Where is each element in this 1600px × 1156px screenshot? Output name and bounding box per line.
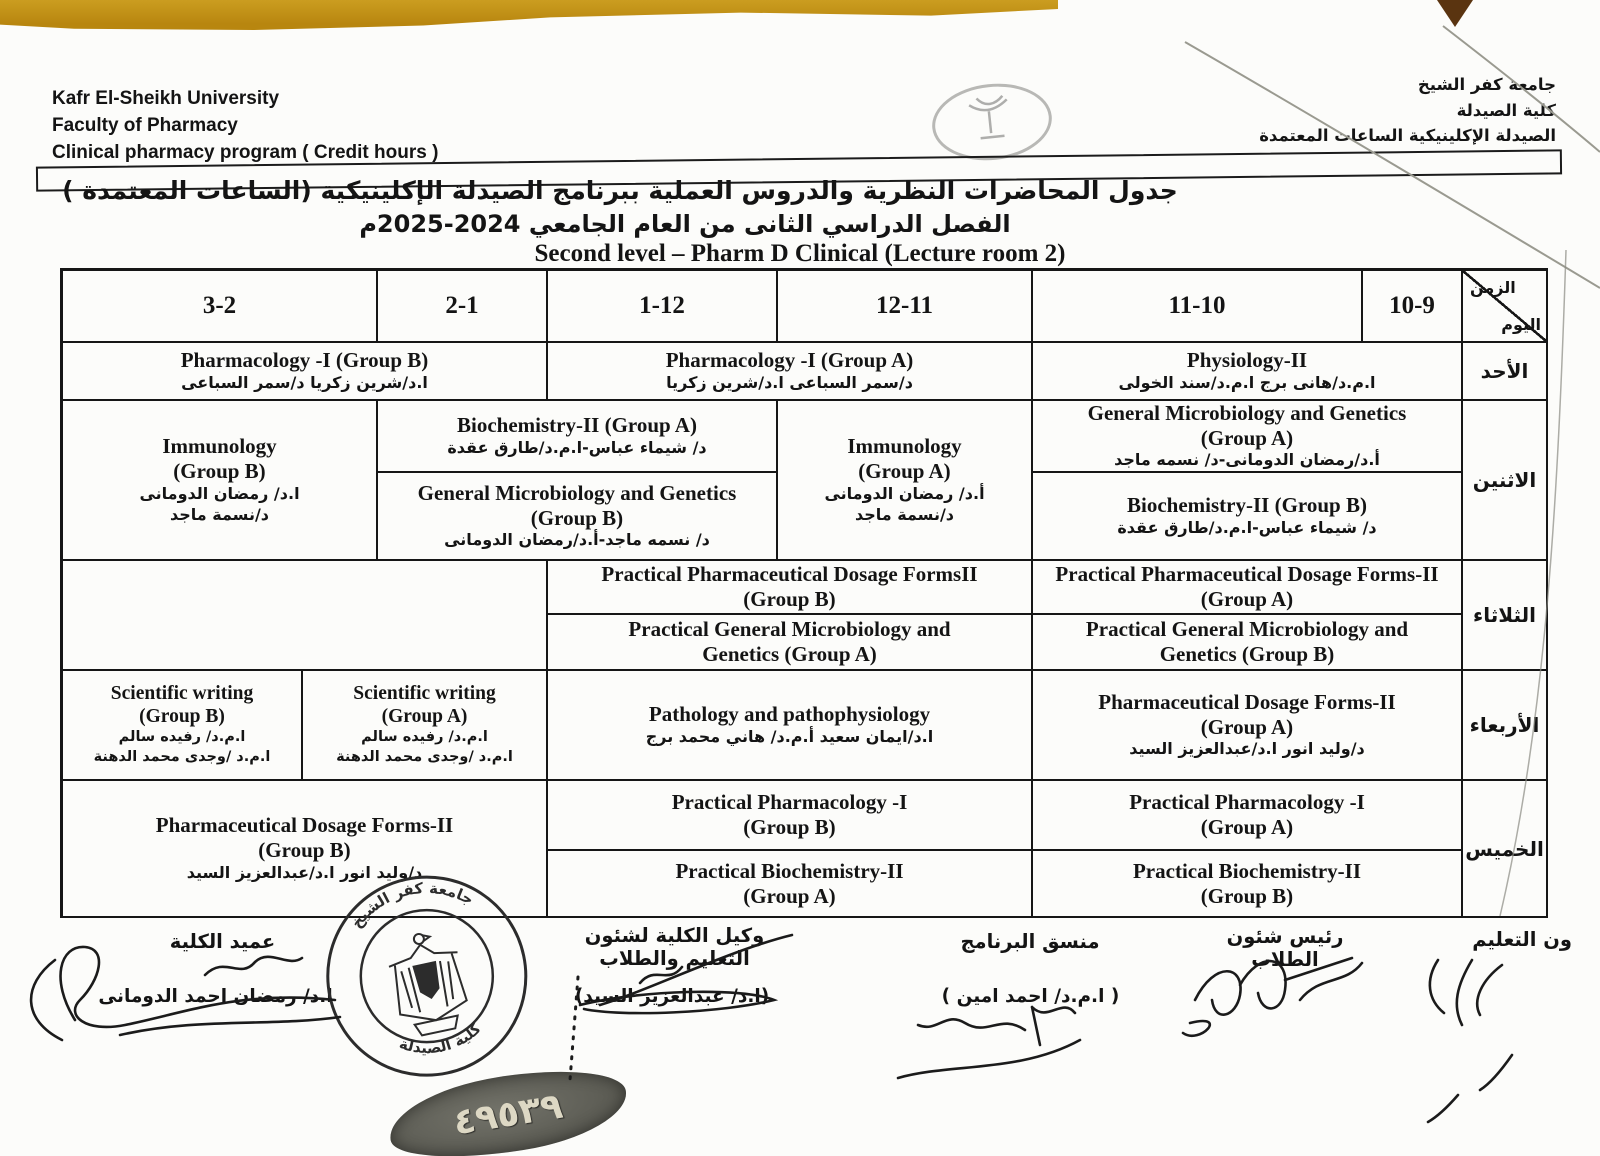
timeslot-label: 11-10 — [1168, 292, 1226, 319]
course-staff: د/ شيماء عباس-ا.م.د/طارق عقدة — [447, 437, 707, 457]
cell-mon-biochemistry-group-a — [378, 401, 778, 473]
cell-thu-pharmacology-practical-group-b — [548, 781, 1033, 851]
course-staff: ا.م.د/ رفيده سالم — [361, 729, 488, 746]
cell-thu-biochemistry-practical-group-b — [1033, 851, 1463, 918]
cell-wed-scientific-writing-group-b — [63, 671, 303, 781]
course-title: Pathology and pathophysiology — [648, 702, 931, 727]
cell-mon-biochemistry-group-b — [1033, 473, 1463, 561]
course-title: Biochemistry-II (Group A) — [457, 413, 697, 438]
course-group: (Group B) — [1200, 883, 1294, 908]
course-staff: ا.م.د /وجدى محمد الدهنة — [336, 749, 513, 765]
course-staff: د/سمر السباعى ا.د/شرين زكريا — [666, 372, 913, 392]
cell-thu-biochemistry-practical-group-a — [548, 851, 1033, 918]
student-affairs-label: رئيس شئون الطلاب — [1226, 925, 1344, 971]
course-title: General Microbiology and Genetics — [1087, 400, 1407, 425]
cell-sun-physiology — [1033, 343, 1463, 401]
day-label: الثلاثاء — [1473, 603, 1536, 627]
course-title: Practical Pharmacology -I — [671, 790, 908, 815]
cell-sun-pharmacology-group-a — [548, 343, 1033, 401]
cell-mon-microbiology-group-a — [1033, 401, 1463, 473]
course-staff: د/ شيماء عباس-ا.م.د/طارق عقدة — [1117, 517, 1377, 537]
day-label: الاثنين — [1472, 468, 1537, 492]
timetable-grid — [60, 268, 1548, 918]
timeslot-label: 12-11 — [876, 292, 933, 319]
course-group: Genetics (Group A) — [702, 642, 877, 666]
hygieia-cup-icon — [932, 82, 1046, 157]
course-title: General Microbiology and Genetics — [417, 480, 737, 505]
cell-mon-microbiology-group-b — [378, 473, 778, 561]
course-title: Scientific writing — [353, 683, 496, 705]
cell-tue-dosage-practical-group-a — [1033, 561, 1463, 615]
course-title: Practical Biochemistry-II — [675, 858, 904, 883]
course-title: Practical Pharmaceutical Dosage Forms-II — [1055, 562, 1439, 587]
course-staff: ا.م.د /وجدى محمد الدهنة — [93, 749, 271, 765]
day-cell-tuesday — [1463, 561, 1548, 671]
timeslot-header-1-12 — [548, 271, 778, 343]
course-group: (Group B) — [139, 706, 225, 728]
cell-tue-empty — [63, 561, 548, 671]
day-cell-monday — [1463, 401, 1548, 561]
dean-name: ا.د/ رمضان احمد الدومانى — [98, 986, 333, 1007]
cell-thu-pharmacology-practical-group-a — [1033, 781, 1463, 851]
faculty-name-en: Faculty of Pharmacy — [52, 114, 238, 136]
eagle-emblem-icon — [384, 927, 473, 1039]
course-staff: د/وليد انور ا.د/عبدالعزيز السيد — [186, 862, 423, 882]
cell-sun-pharmacology-group-b — [63, 343, 548, 401]
course-staff: ا.د/ايمان سعيد أ.م.د/ هاني محمد برج — [645, 726, 934, 746]
university-name-en: Kafr El-Sheikh University — [52, 88, 280, 109]
document-title-english: Second level – Pharm D Clinical (Lecture room 2) — [534, 240, 1066, 267]
course-group: (Group B) — [258, 838, 351, 863]
course-group: (Group A) — [1200, 815, 1294, 839]
education-signature — [1428, 960, 1512, 1122]
timeslot-label: 3-2 — [202, 292, 237, 319]
timeslot-label: 2-1 — [445, 292, 479, 319]
course-title: Practical Biochemistry-II — [1132, 858, 1362, 883]
course-group: (Group A) — [858, 459, 951, 484]
pharmacy-logo-icon — [928, 78, 1055, 166]
course-title: Pharmacology -I (Group A) — [665, 348, 914, 373]
day-label: الخميس — [1465, 836, 1544, 861]
cell-wed-pathology — [548, 671, 1033, 781]
day-cell-sunday — [1463, 343, 1548, 401]
course-staff: د/نسمة ماجد — [854, 504, 955, 524]
course-title: Practical General Microbiology and — [1085, 617, 1409, 642]
vice-dean-label: وكيل الكلية لشئون التعليم والطلاب — [584, 924, 765, 970]
course-staff: د/ نسمه ماجد-أ.د/رمضان الدومانى — [444, 530, 710, 550]
course-group: (Group A) — [743, 883, 836, 908]
cell-tue-dosage-practical-group-b — [548, 561, 1033, 615]
document-title-arabic: جدول المحاضرات النظرية والدروس العملية ببرنامج الصيدلة الإكلينيكية (الساعات المعتمدة ) — [62, 176, 1178, 205]
timeslot-label: 10-9 — [1389, 292, 1435, 319]
stamp-university-text: جامعة كفر الشيخ — [347, 879, 477, 932]
cell-mon-immunology-group-a — [778, 401, 1033, 561]
cell-tue-micro-practical-group-b — [1033, 615, 1463, 671]
course-group: (Group B) — [743, 587, 836, 611]
course-title: Practical Pharmacology -I — [1129, 790, 1365, 815]
program-name-ar: الصيدلة الإكلينيكية الساعات المعتمدة — [1259, 126, 1556, 146]
course-group: Genetics (Group B) — [1159, 642, 1335, 666]
course-title: Scientific writing — [110, 683, 254, 705]
course-title: Practical Pharmaceutical Dosage FormsII — [601, 562, 978, 587]
day-cell-thursday — [1463, 781, 1548, 918]
course-staff: د/نسمة ماجد — [169, 504, 270, 524]
program-name-en: Clinical pharmacy program ( Credit hours ) — [52, 141, 439, 163]
education-label: ون التعليم — [1472, 928, 1572, 951]
course-title: Practical General Microbiology and — [628, 617, 951, 642]
course-staff: ا.د/شرين زكريا د/سمر السباعى — [181, 372, 428, 392]
scan-artifact-yellow-band — [0, 0, 1058, 30]
course-staff: د/وليد انور ا.د/عبدالعزيز السيد — [1129, 739, 1365, 759]
timeslot-header-2-1 — [378, 271, 548, 343]
coordinator-name: ( ا.م.د/ احمد امين ) — [941, 986, 1120, 1007]
svg-text:كلية الصيدلة — [394, 1017, 488, 1064]
corner-time-label: الزمن — [1470, 278, 1516, 297]
course-title: Physiology-II — [1186, 348, 1308, 373]
timeslot-header-10-9 — [1363, 271, 1463, 343]
course-title: Pharmacology -I (Group B) — [180, 348, 429, 373]
cell-wed-dosage-group-a — [1033, 671, 1463, 781]
timeslot-header-11-10 — [1033, 271, 1363, 343]
coordinator-label: منسق البرنامج — [960, 930, 1100, 953]
corner-header-cell — [1463, 271, 1548, 343]
course-group: (Group B) — [743, 815, 836, 839]
course-group: (Group A) — [1200, 425, 1294, 450]
course-group: (Group B) — [530, 505, 624, 530]
course-staff: أ.د/رمضان الدومانى-د/ نسمه ماجد — [1114, 450, 1380, 470]
cell-wed-scientific-writing-group-a — [303, 671, 548, 781]
header-right-block — [1136, 72, 1556, 149]
course-staff: ا.د/ رمضان الدومانى — [139, 483, 300, 503]
stamp-faculty-text: كلية الصيدلة — [397, 1019, 485, 1058]
dean-label: عميد الكلية — [169, 930, 276, 953]
vice-dean-name: (ا.د/ عبدالعزيز السيد) — [574, 986, 770, 1007]
course-title: Immunology — [162, 434, 277, 459]
course-title: Biochemistry-II (Group B) — [1127, 493, 1367, 518]
course-group: (Group A) — [1200, 714, 1294, 739]
header-left-block — [52, 86, 438, 167]
course-group: (Group A) — [381, 706, 468, 728]
course-title: Immunology — [847, 434, 962, 459]
day-label: الأحد — [1480, 359, 1529, 383]
course-title: Pharmaceutical Dosage Forms-II — [1098, 689, 1396, 714]
day-cell-wednesday — [1463, 671, 1548, 781]
course-staff: أ.د/ رمضان الدومانى — [824, 483, 985, 503]
cell-tue-micro-practical-group-a — [548, 615, 1033, 671]
course-staff: ا.م.د/هانى برج ا.م.د/سند الخولى — [1118, 372, 1376, 392]
coordinator-signature — [898, 1007, 1080, 1078]
university-name-ar: جامعة كفر الشيخ — [1417, 75, 1556, 94]
timeslot-header-3-2 — [63, 271, 378, 343]
day-label: الأربعاء — [1469, 713, 1540, 737]
timeslot-header-12-11 — [778, 271, 1033, 343]
course-group: (Group A) — [1200, 587, 1294, 611]
corner-day-label: اليوم — [1501, 315, 1541, 334]
serial-number: ٤٩٥٣٩ — [450, 1085, 566, 1143]
page-fold-triangle — [1437, 0, 1473, 27]
course-group: (Group B) — [173, 459, 266, 484]
course-staff: ا.م.د/ رفيده سالم — [118, 729, 246, 746]
cell-mon-immunology-group-b — [63, 401, 378, 561]
timeslot-label: 1-12 — [639, 292, 685, 319]
course-title: Pharmaceutical Dosage Forms-II — [155, 813, 454, 838]
faculty-name-ar: كلية الصيدلة — [1456, 100, 1556, 120]
document-subtitle-arabic: الفصل الدراسي الثانى من العام الجامعي 2024-2025م — [359, 210, 1011, 238]
